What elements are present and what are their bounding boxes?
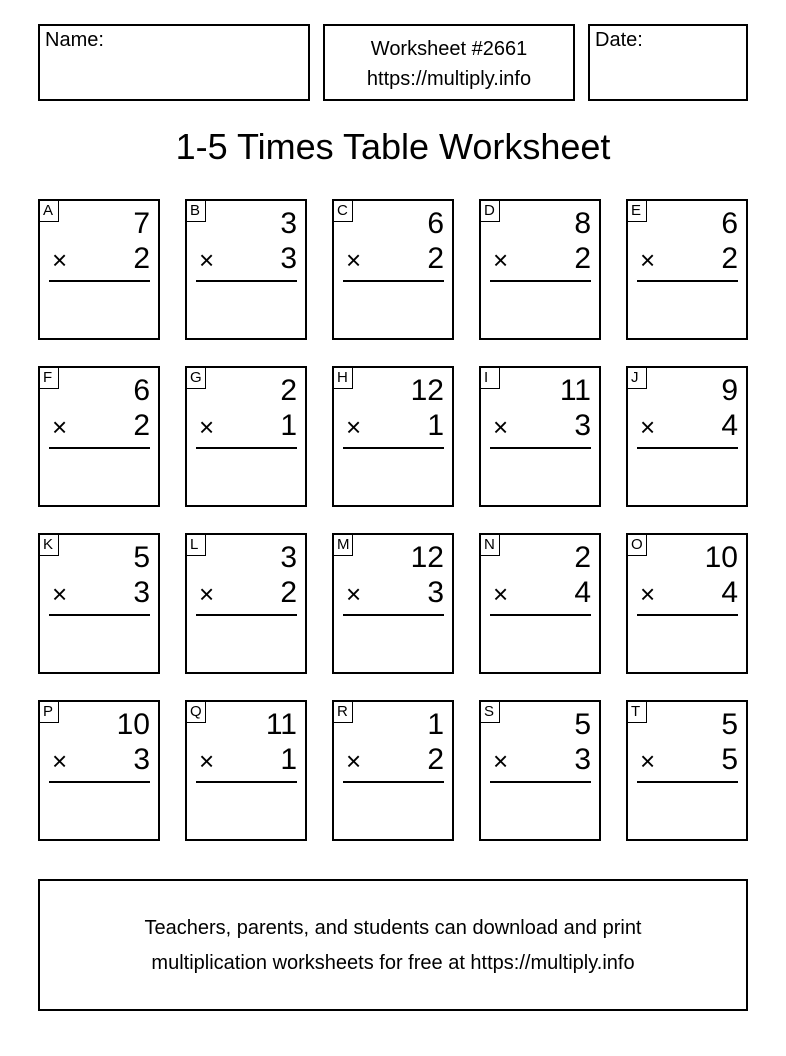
multiplicand: 11 — [265, 708, 297, 741]
problem-card[interactable] — [38, 700, 160, 841]
problem-letter: C — [334, 201, 353, 222]
multiplicand: 8 — [574, 207, 591, 240]
multiplicand: 5 — [133, 541, 150, 574]
times-icon: × — [199, 746, 215, 776]
problem-card[interactable] — [185, 700, 307, 841]
multiplicand: 3 — [280, 541, 297, 574]
times-icon: × — [52, 412, 68, 442]
multiplicand: 6 — [133, 374, 150, 407]
problem-card[interactable] — [626, 366, 748, 507]
problem-letter: K — [40, 535, 59, 556]
answer-line — [196, 614, 297, 616]
answer-line — [49, 781, 150, 783]
problem-card[interactable] — [479, 700, 601, 841]
multiplicand: 10 — [704, 541, 738, 574]
answer-line — [343, 280, 444, 282]
problem-card[interactable] — [185, 533, 307, 674]
multiplier: 1 — [427, 409, 444, 442]
multiplier: 3 — [280, 242, 297, 275]
worksheet-number: Worksheet #2661 — [370, 38, 528, 60]
times-icon: × — [346, 245, 362, 275]
problem-letter: N — [481, 535, 500, 556]
footer-line-1: Teachers, parents, and students can download and print — [144, 917, 642, 939]
answer-line — [196, 447, 297, 449]
problem-card[interactable] — [38, 366, 160, 507]
multiplicand: 2 — [280, 374, 297, 407]
problem-card[interactable] — [38, 533, 160, 674]
multiplier: 2 — [574, 242, 591, 275]
multiplier: 2 — [280, 576, 297, 609]
date-field-box[interactable] — [588, 24, 748, 101]
multiplicand: 2 — [574, 541, 591, 574]
answer-line — [637, 280, 738, 282]
problem-card[interactable] — [479, 199, 601, 340]
problem-card[interactable] — [332, 533, 454, 674]
problem-card[interactable] — [185, 366, 307, 507]
name-label: Name: — [45, 29, 104, 51]
problem-letter: R — [334, 702, 353, 723]
times-icon: × — [493, 245, 509, 275]
multiplicand: 3 — [280, 207, 297, 240]
answer-line — [196, 280, 297, 282]
times-icon: × — [640, 746, 656, 776]
problem-letter: O — [628, 535, 647, 556]
multiplier: 2 — [427, 743, 444, 776]
problem-card[interactable] — [626, 700, 748, 841]
answer-line — [490, 781, 591, 783]
problem-card[interactable] — [185, 199, 307, 340]
problem-letter: J — [628, 368, 647, 389]
multiplicand: 9 — [721, 374, 738, 407]
answer-line — [49, 447, 150, 449]
multiplicand: 1 — [427, 708, 444, 741]
answer-line — [637, 614, 738, 616]
problem-card[interactable] — [332, 700, 454, 841]
multiplier: 3 — [133, 576, 150, 609]
answer-line — [490, 447, 591, 449]
problem-letter: H — [334, 368, 353, 389]
problem-letter: F — [40, 368, 59, 389]
multiplier: 3 — [574, 409, 591, 442]
multiplier: 2 — [721, 242, 738, 275]
times-icon: × — [199, 579, 215, 609]
footer-line-2: multiplication worksheets for free at https://multiply.info — [151, 952, 635, 974]
multiplicand: 6 — [427, 207, 444, 240]
problem-card[interactable] — [626, 533, 748, 674]
date-label: Date: — [595, 29, 643, 51]
problem-letter: I — [481, 368, 500, 389]
multiplier: 4 — [721, 576, 738, 609]
multiplier: 4 — [721, 409, 738, 442]
multiplier: 1 — [280, 409, 297, 442]
answer-line — [637, 781, 738, 783]
times-icon: × — [640, 579, 656, 609]
problem-letter: D — [481, 201, 500, 222]
times-icon: × — [199, 412, 215, 442]
multiplicand: 10 — [116, 708, 150, 741]
multiplier: 3 — [427, 576, 444, 609]
problem-card[interactable] — [626, 199, 748, 340]
multiplicand: 11 — [559, 374, 591, 407]
answer-line — [343, 614, 444, 616]
times-icon: × — [346, 746, 362, 776]
problem-letter: M — [334, 535, 353, 556]
answer-line — [490, 614, 591, 616]
problem-letter: P — [40, 702, 59, 723]
worksheet-info-box — [323, 24, 575, 101]
times-icon: × — [493, 579, 509, 609]
problem-letter: S — [481, 702, 500, 723]
multiplicand: 5 — [721, 708, 738, 741]
times-icon: × — [199, 245, 215, 275]
problem-card[interactable] — [332, 366, 454, 507]
problem-letter: B — [187, 201, 206, 222]
problem-letter: T — [628, 702, 647, 723]
answer-line — [490, 280, 591, 282]
multiplier: 2 — [133, 242, 150, 275]
multiplicand: 7 — [133, 207, 150, 240]
answer-line — [49, 280, 150, 282]
footer-box — [38, 879, 748, 1011]
times-icon: × — [52, 746, 68, 776]
problem-letter: L — [187, 535, 206, 556]
problem-card[interactable] — [479, 533, 601, 674]
times-icon: × — [640, 245, 656, 275]
times-icon: × — [346, 412, 362, 442]
problem-letter: G — [187, 368, 206, 389]
multiplier: 4 — [574, 576, 591, 609]
problem-letter: Q — [187, 702, 206, 723]
multiplicand: 12 — [410, 541, 444, 574]
problem-card[interactable] — [38, 199, 160, 340]
page-title: 1-5 Times Table Worksheet — [175, 126, 611, 167]
multiplicand: 5 — [574, 708, 591, 741]
answer-line — [343, 781, 444, 783]
problem-letter: A — [40, 201, 59, 222]
multiplier: 2 — [133, 409, 150, 442]
answer-line — [196, 781, 297, 783]
problem-letter: E — [628, 201, 647, 222]
times-icon: × — [640, 412, 656, 442]
multiplier: 3 — [133, 743, 150, 776]
times-icon: × — [52, 579, 68, 609]
multiplier: 1 — [280, 743, 297, 776]
times-icon: × — [346, 579, 362, 609]
problem-card[interactable] — [479, 366, 601, 507]
multiplier: 3 — [574, 743, 591, 776]
times-icon: × — [493, 412, 509, 442]
answer-line — [343, 447, 444, 449]
multiplicand: 6 — [721, 207, 738, 240]
problem-card[interactable] — [332, 199, 454, 340]
name-field-box[interactable] — [38, 24, 310, 101]
worksheet-url: https://multiply.info — [366, 68, 532, 90]
answer-line — [49, 614, 150, 616]
answer-line — [637, 447, 738, 449]
multiplier: 5 — [721, 743, 738, 776]
times-icon: × — [493, 746, 509, 776]
times-icon: × — [52, 245, 68, 275]
multiplicand: 12 — [410, 374, 444, 407]
multiplier: 2 — [427, 242, 444, 275]
